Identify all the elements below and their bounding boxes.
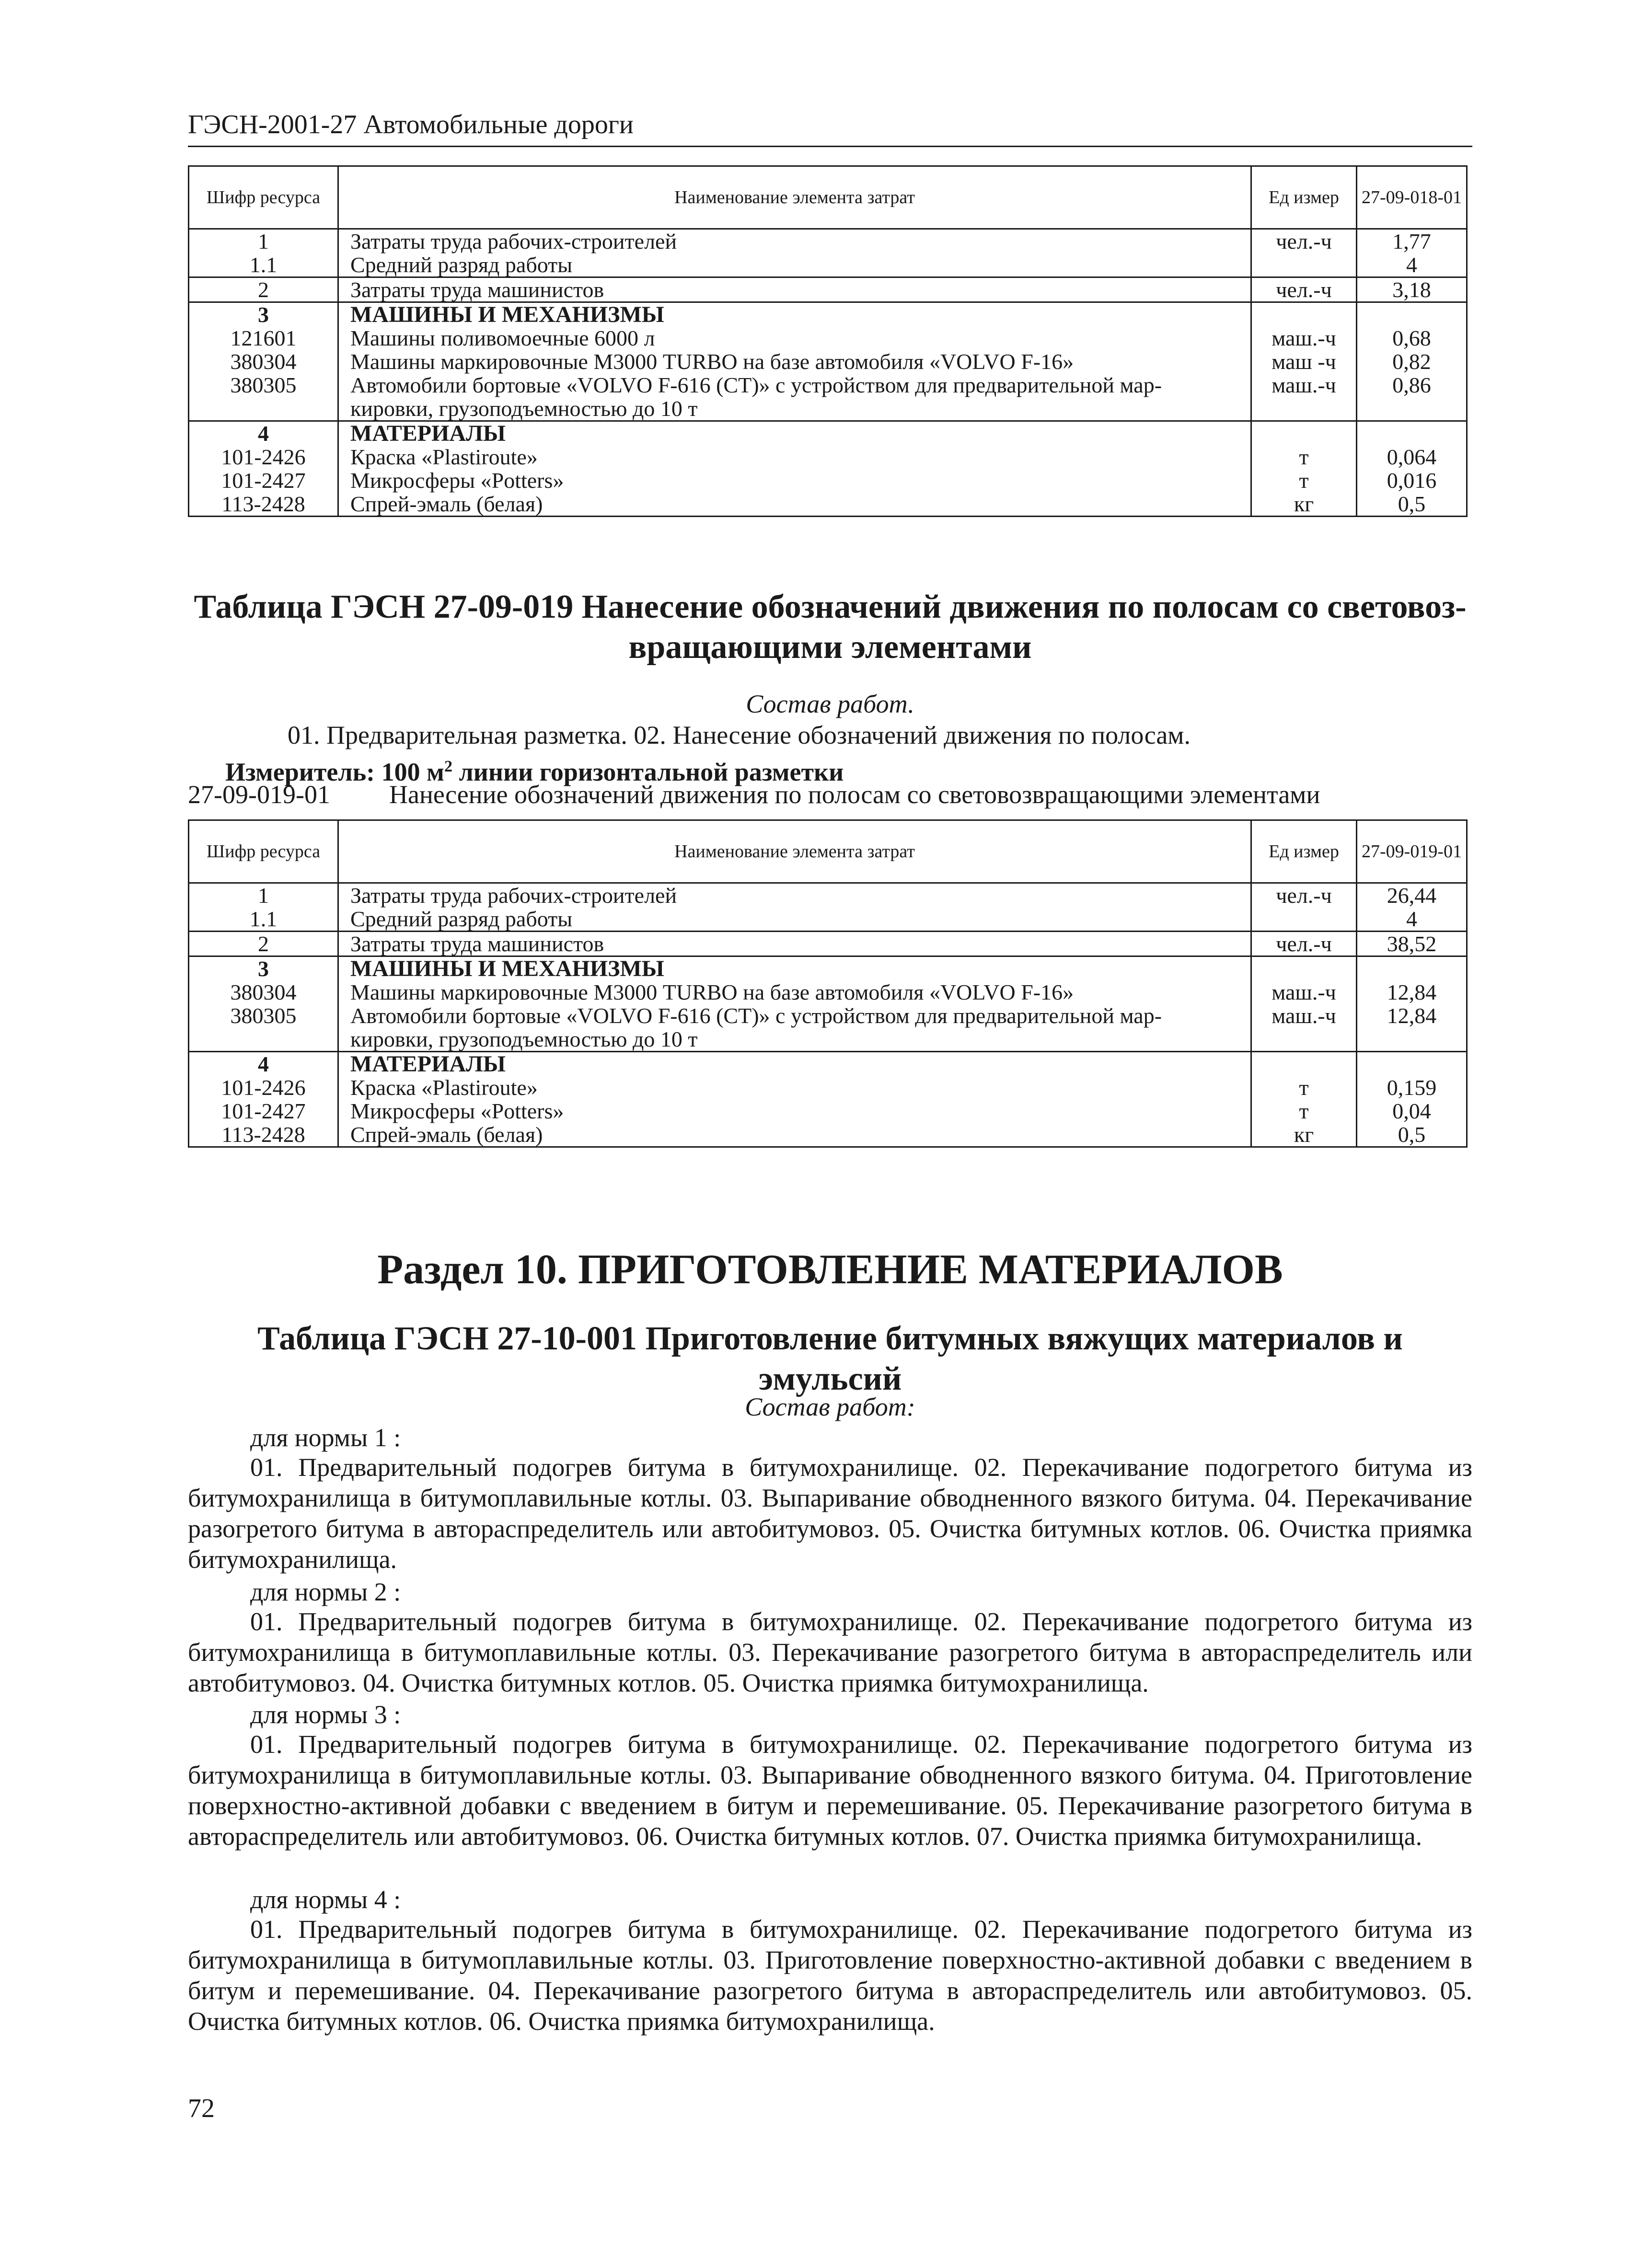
cell-name: Микросферы «Potters» bbox=[338, 469, 1251, 492]
cell-unit: т bbox=[1251, 1076, 1357, 1099]
cell-value bbox=[1357, 1027, 1467, 1052]
cell-unit: т bbox=[1251, 1099, 1357, 1123]
table-row bbox=[189, 253, 1467, 277]
header-unit: Ед измер bbox=[1251, 166, 1357, 229]
table-row bbox=[189, 1099, 1467, 1123]
cell-value: 12,84 bbox=[1357, 1004, 1467, 1027]
table-row bbox=[189, 229, 1467, 253]
cell-name: Автомобили бортовые «VOLVO F-616 (СТ)» с устройством для предварительной мар- bbox=[338, 373, 1251, 397]
composition-text: 01. Предварительная разметка. 02. Нанесение обозначений движения по полосам. bbox=[288, 721, 1191, 749]
cell-value: 0,86 bbox=[1357, 373, 1467, 397]
cell-unit bbox=[1251, 907, 1357, 932]
cell-code: 101-2427 bbox=[189, 469, 338, 492]
cell-name: кировки, грузоподъемностью до 10 т bbox=[338, 1027, 1251, 1052]
cell-unit: кг bbox=[1251, 492, 1357, 517]
table-row bbox=[189, 1123, 1467, 1147]
cell-name: Спрей-эмаль (белая) bbox=[338, 492, 1251, 517]
cell-name: Машины маркировочные М3000 TURBO на базе автомобиля «VOLVO F-16» bbox=[338, 980, 1251, 1004]
cell-name: Средний разряд работы bbox=[338, 253, 1251, 277]
cell-unit: маш.-ч bbox=[1251, 373, 1357, 397]
cell-code: 380305 bbox=[189, 1004, 338, 1027]
cell-unit: маш.-ч bbox=[1251, 1004, 1357, 1027]
table-row-section bbox=[189, 1052, 1467, 1076]
table-title-line-2: вращающими элементами bbox=[628, 629, 1032, 666]
cell-unit bbox=[1251, 956, 1357, 981]
cell-code: 3 bbox=[189, 302, 338, 327]
norm-paragraph-2: 01. Предварительный подогрев битума в битумохранилище. 02. Перекачивание подогретого битума из битумохранилища в битумоплавильные котлы. 03. Перекачивание разогретого битума в автораспределитель или автобитумовоз. 04. Очистка битумных котлов. 05. Очистка приямка битумохранилища. bbox=[188, 1607, 1472, 1697]
table-row bbox=[189, 980, 1467, 1004]
table-title-27-10-001: Таблица ГЭСН 27-10-001 Приготовление битумных вяжущих материалов и эмульсий bbox=[257, 1320, 1403, 1397]
cell-value: 4 bbox=[1357, 907, 1467, 932]
table-row bbox=[189, 1027, 1467, 1052]
header-code: Шифр ресурса bbox=[189, 166, 338, 229]
cell-name: Машины поливомоечные 6000 л bbox=[338, 326, 1251, 350]
table-row bbox=[189, 277, 1467, 302]
cell-unit bbox=[1251, 1052, 1357, 1076]
table-row bbox=[189, 1076, 1467, 1099]
cell-code: 380304 bbox=[189, 350, 338, 373]
cell-unit: маш.-ч bbox=[1251, 980, 1357, 1004]
cell-value: 1,77 bbox=[1357, 229, 1467, 253]
cell-unit: маш.-ч bbox=[1251, 326, 1357, 350]
header-norm: 27-09-019-01 bbox=[1357, 820, 1467, 883]
cell-code: 1.1 bbox=[189, 253, 338, 277]
cell-code: 121601 bbox=[189, 326, 338, 350]
cell-code: 101-2426 bbox=[189, 1076, 338, 1099]
cell-value: 0,016 bbox=[1357, 469, 1467, 492]
table-row-section bbox=[189, 302, 1467, 327]
cell-name: кировки, грузоподъемностью до 10 т bbox=[338, 397, 1251, 421]
table-row bbox=[189, 883, 1467, 908]
cell-name: Автомобили бортовые «VOLVO F-616 (СТ)» с устройством для предварительной мар- bbox=[338, 1004, 1251, 1027]
cell-value: 0,04 bbox=[1357, 1099, 1467, 1123]
cell-code: 4 bbox=[189, 421, 338, 446]
cell-code: 113-2428 bbox=[189, 1123, 338, 1147]
cell-unit: маш -ч bbox=[1251, 350, 1357, 373]
cell-code: 380305 bbox=[189, 373, 338, 397]
meter-sup: 2 bbox=[444, 758, 452, 775]
cell-code: 101-2427 bbox=[189, 1099, 338, 1123]
cell-name: Краска «Plastiroute» bbox=[338, 445, 1251, 469]
table-row bbox=[189, 469, 1467, 492]
header-name: Наименование элемента затрат bbox=[338, 166, 1251, 229]
header-code: Шифр ресурса bbox=[189, 820, 338, 883]
section-title: Раздел 10. ПРИГОТОВЛЕНИЕ МАТЕРИАЛОВ bbox=[377, 1246, 1283, 1293]
cell-value bbox=[1357, 421, 1467, 446]
cell-code: 2 bbox=[189, 277, 338, 302]
cell-code: 1 bbox=[189, 229, 338, 253]
table-row bbox=[189, 1004, 1467, 1027]
cell-value: 0,064 bbox=[1357, 445, 1467, 469]
meter-label: Измеритель: bbox=[225, 758, 375, 786]
cell-code bbox=[189, 397, 338, 421]
norm-label-1: для нормы 1 : bbox=[250, 1423, 401, 1452]
cell-unit: чел.-ч bbox=[1251, 883, 1357, 908]
cell-name: Микросферы «Potters» bbox=[338, 1099, 1251, 1123]
cell-unit: чел.-ч bbox=[1251, 229, 1357, 253]
cell-code: 3 bbox=[189, 956, 338, 981]
cell-code: 2 bbox=[189, 932, 338, 956]
resource-table-2 bbox=[188, 819, 1468, 1148]
table-title-line-1: Таблица ГЭСН 27-09-019 Нанесение обозначений движения по полосам со световоз- bbox=[194, 588, 1467, 625]
cell-name: Краска «Plastiroute» bbox=[338, 1076, 1251, 1099]
header-unit: Ед измер bbox=[1251, 820, 1357, 883]
cell-unit bbox=[1251, 421, 1357, 446]
cell-value: 0,82 bbox=[1357, 350, 1467, 373]
composition-caption: Состав работ: bbox=[745, 1393, 915, 1421]
cell-unit bbox=[1251, 397, 1357, 421]
cell-unit: чел.-ч bbox=[1251, 277, 1357, 302]
cell-value: 0,5 bbox=[1357, 1123, 1467, 1147]
norm-paragraph-4: 01. Предварительный подогрев битума в битумохранилище. 02. Перекачивание подогретого битума из битумохранилища в битумоплавильные котлы. 03. Приготовление поверхностно-активной добавки с введением в битум и перемешивание. 04. Перекачивание разогретого битума в автораспределитель или автобитумовоз. 05. Очистка битумных котлов. 06. Очистка приямка битумохранилища. bbox=[188, 1915, 1472, 2036]
table-row bbox=[189, 907, 1467, 932]
cell-value bbox=[1357, 397, 1467, 421]
norm-label-2: для нормы 2 : bbox=[250, 1577, 401, 1606]
cell-unit bbox=[1251, 1027, 1357, 1052]
cell-value: 0,68 bbox=[1357, 326, 1467, 350]
cell-value: 0,159 bbox=[1357, 1076, 1467, 1099]
table-row bbox=[189, 326, 1467, 350]
cell-code: 1.1 bbox=[189, 907, 338, 932]
cell-code: 113-2428 bbox=[189, 492, 338, 517]
cell-unit: чел.-ч bbox=[1251, 932, 1357, 956]
cell-name: Спрей-эмаль (белая) bbox=[338, 1123, 1251, 1147]
table-header-row bbox=[189, 166, 1467, 229]
cell-value bbox=[1357, 1052, 1467, 1076]
norm-row bbox=[188, 779, 1472, 810]
table-row-section bbox=[189, 956, 1467, 981]
norm-paragraph-1: 01. Предварительный подогрев битума в битумохранилище. 02. Перекачивание подогретого битума из битумохранилища в битумоплавильные котлы. 03. Выпаривание обводненного вязкого битума. 04. Перекачивание разогретого битума в автораспределитель или автобитумовоз. 05. Очистка битумных котлов. 06. Очистка приямка битумохранилища. bbox=[188, 1453, 1472, 1574]
cell-value: 3,18 bbox=[1357, 277, 1467, 302]
table-row bbox=[189, 373, 1467, 397]
cell-code bbox=[189, 1027, 338, 1052]
norm-paragraph-3: 01. Предварительный подогрев битума в битумохранилище. 02. Перекачивание подогретого битума из битумохранилища в битумоплавильные котлы. 03. Выпаривание обводненного вязкого битума. 04. Приготовление поверхностно-активной добавки с введением в битум и перемешивание. 05. Перекачивание разогретого битума в автораспределитель или автобитумовоз. 06. Очистка битумных котлов. 07. Очистка приямка битумохранилища. bbox=[188, 1730, 1472, 1851]
cell-name: Затраты труда машинистов bbox=[338, 277, 1251, 302]
table-header-row bbox=[189, 820, 1467, 883]
cell-unit: т bbox=[1251, 445, 1357, 469]
norm-label-3: для нормы 3 : bbox=[250, 1700, 401, 1729]
table-row bbox=[189, 932, 1467, 956]
table-row bbox=[189, 445, 1467, 469]
norm-label-4: для нормы 4 : bbox=[250, 1885, 401, 1914]
header-norm: 27-09-018-01 bbox=[1357, 166, 1467, 229]
cell-code: 1 bbox=[189, 883, 338, 908]
cell-name: МАТЕРИАЛЫ bbox=[338, 421, 1251, 446]
cell-code: 380304 bbox=[189, 980, 338, 1004]
page-number: 72 bbox=[188, 2094, 215, 2123]
table-row-section bbox=[189, 421, 1467, 446]
cell-name: Машины маркировочные М3000 TURBO на базе автомобиля «VOLVO F-16» bbox=[338, 350, 1251, 373]
cell-value: 0,5 bbox=[1357, 492, 1467, 517]
table-title-27-09-019 bbox=[188, 587, 1472, 668]
cell-name: Затраты труда рабочих-строителей bbox=[338, 883, 1251, 908]
cell-unit bbox=[1251, 253, 1357, 277]
cell-name: Затраты труда рабочих-строителей bbox=[338, 229, 1251, 253]
norm-code: 27-09-019-01 bbox=[188, 780, 330, 809]
cell-code: 101-2426 bbox=[189, 445, 338, 469]
resource-table-1 bbox=[188, 165, 1468, 517]
composition-caption: Состав работ. bbox=[746, 690, 914, 718]
cell-name: Затраты труда машинистов bbox=[338, 932, 1251, 956]
table-row bbox=[189, 492, 1467, 517]
cell-name: МАШИНЫ И МЕХАНИЗМЫ bbox=[338, 302, 1251, 327]
cell-unit bbox=[1251, 302, 1357, 327]
table-row bbox=[189, 397, 1467, 421]
cell-value bbox=[1357, 302, 1467, 327]
meter-rest: линии горизонтальной разметки bbox=[459, 758, 844, 786]
cell-name: Средний разряд работы bbox=[338, 907, 1251, 932]
cell-value: 4 bbox=[1357, 253, 1467, 277]
cell-value: 26,44 bbox=[1357, 883, 1467, 908]
cell-name: МАШИНЫ И МЕХАНИЗМЫ bbox=[338, 956, 1251, 981]
meter-value-text: 100 м bbox=[381, 758, 444, 786]
cell-code: 4 bbox=[189, 1052, 338, 1076]
norm-name: Нанесение обозначений движения по полосам со световозвращающими элементами bbox=[389, 780, 1320, 809]
cell-unit: т bbox=[1251, 469, 1357, 492]
table-row bbox=[189, 350, 1467, 373]
cell-value bbox=[1357, 956, 1467, 981]
running-head: ГЭСН-2001-27 Автомобильные дороги bbox=[188, 109, 1472, 147]
cell-value: 38,52 bbox=[1357, 932, 1467, 956]
cell-unit: кг bbox=[1251, 1123, 1357, 1147]
header-name: Наименование элемента затрат bbox=[338, 820, 1251, 883]
cell-name: МАТЕРИАЛЫ bbox=[338, 1052, 1251, 1076]
cell-value: 12,84 bbox=[1357, 980, 1467, 1004]
